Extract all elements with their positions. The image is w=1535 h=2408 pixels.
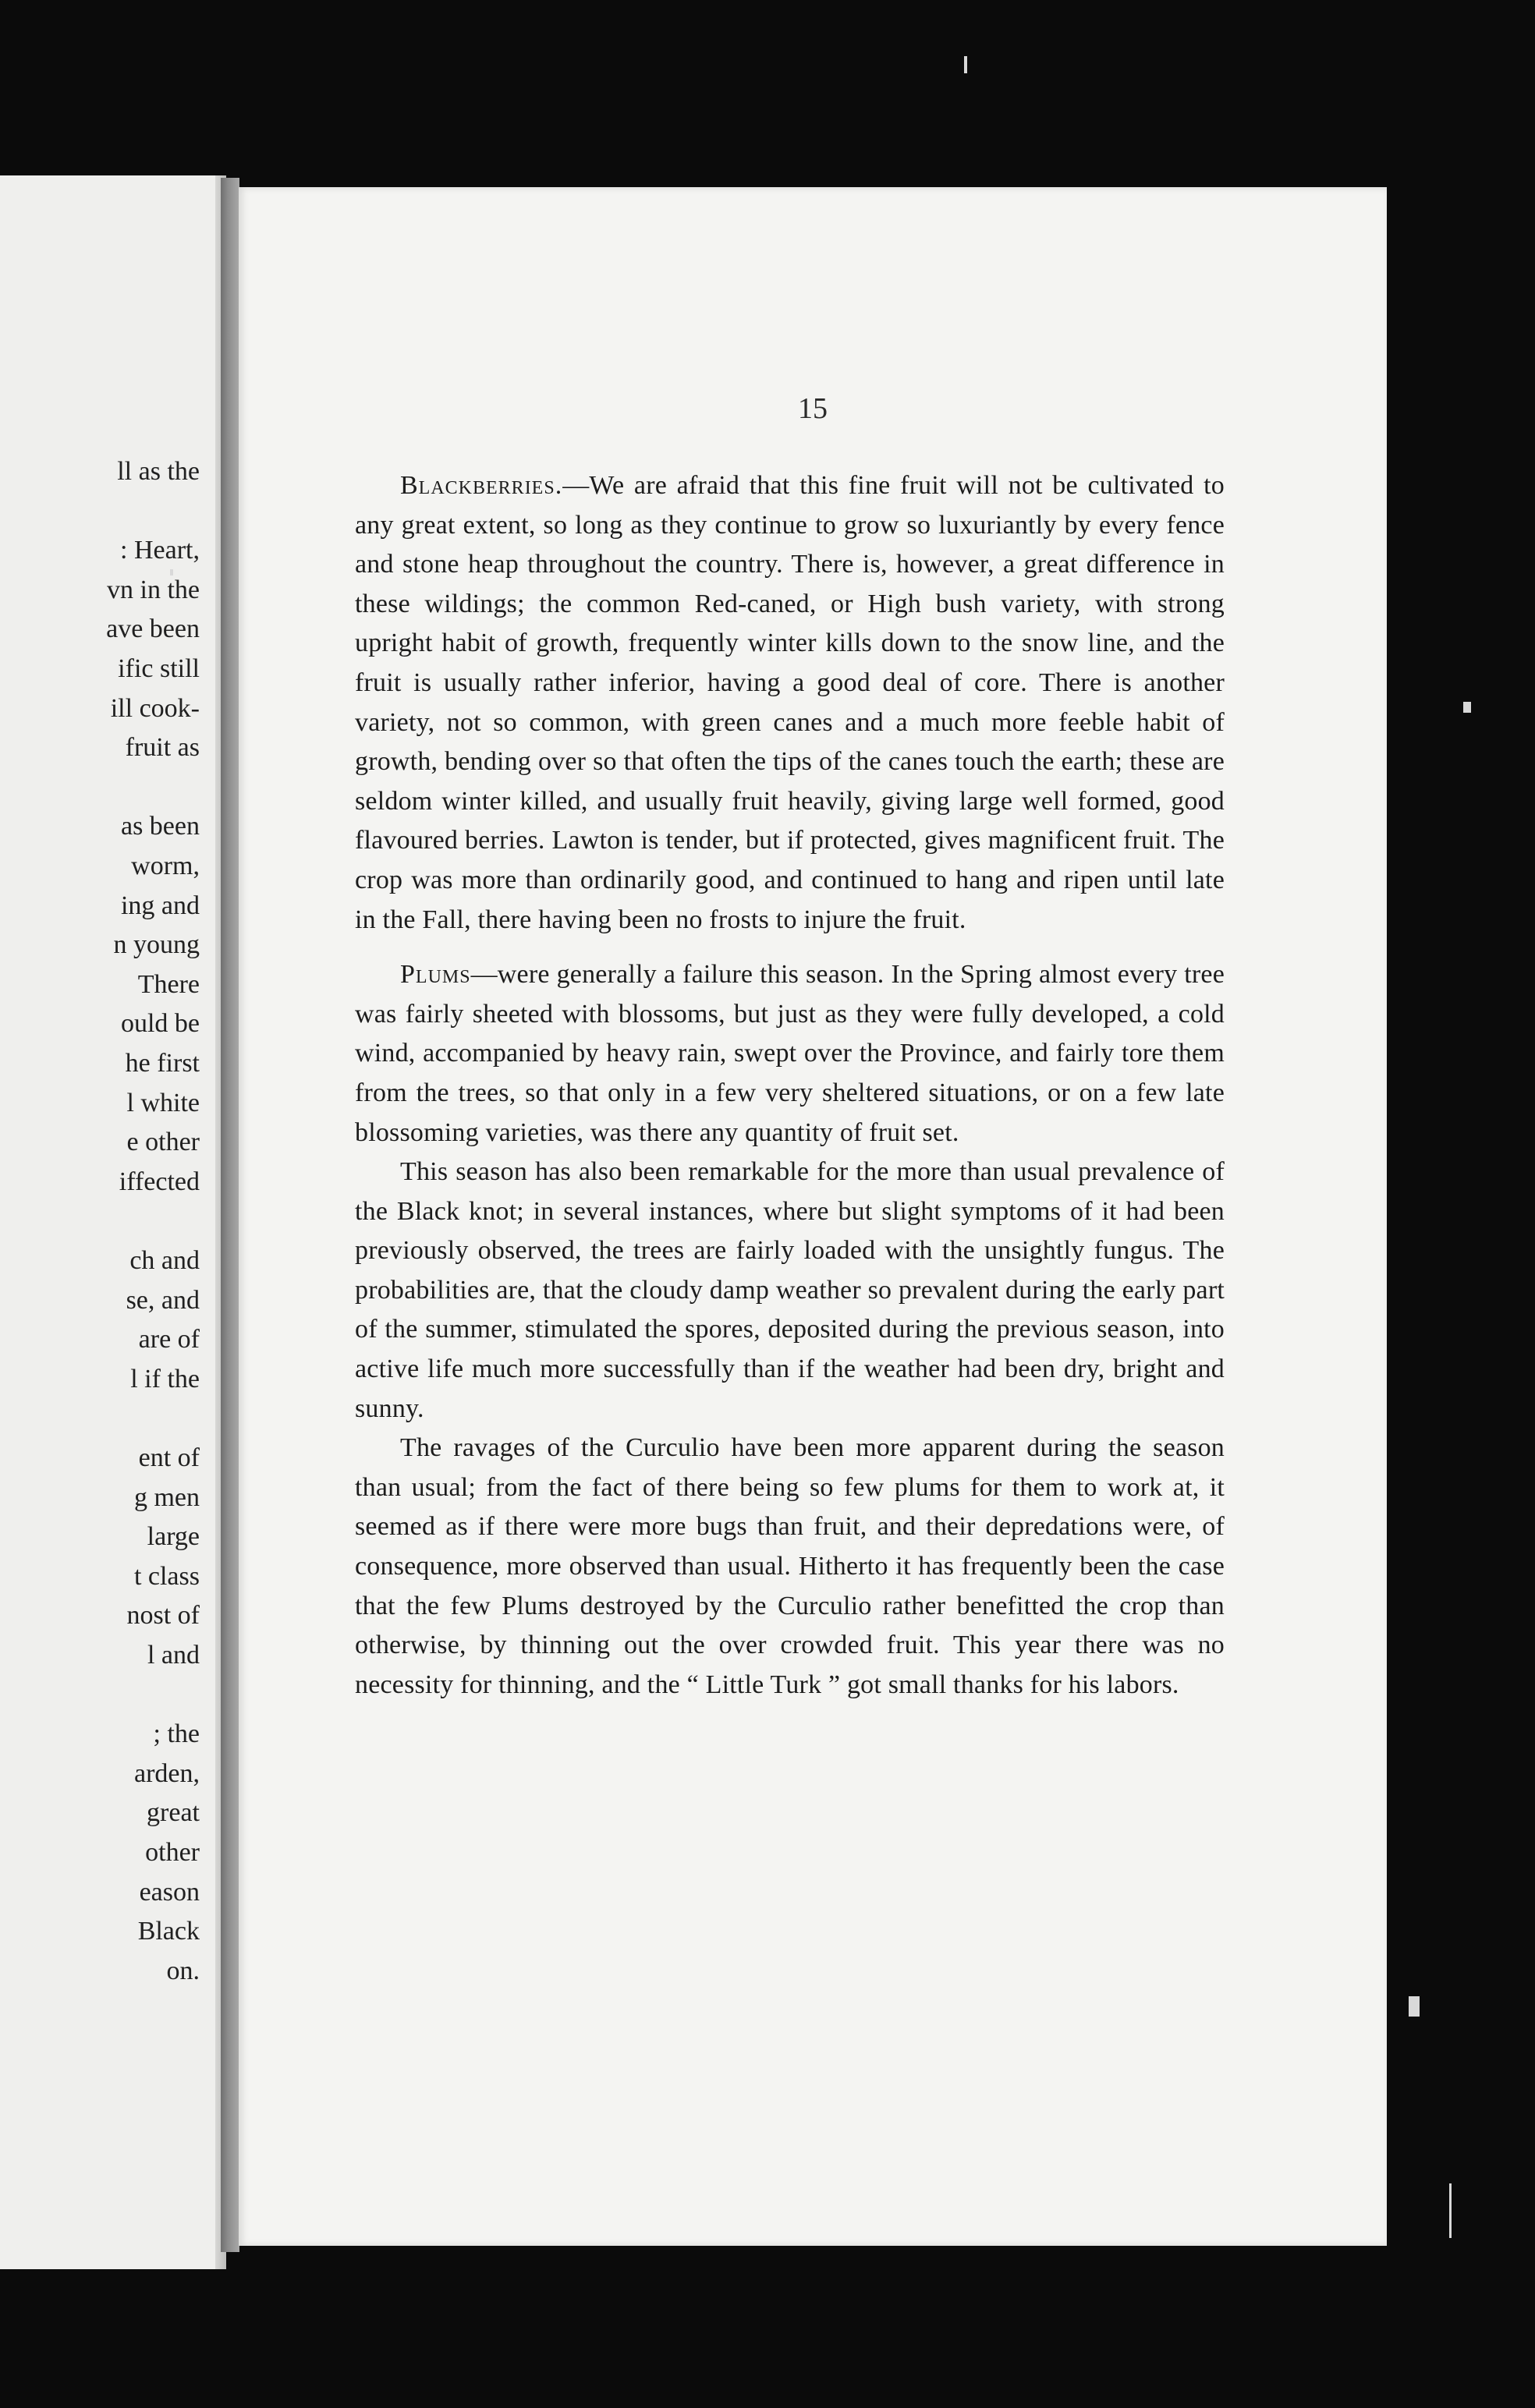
- previous-page-line: l if the: [130, 1364, 200, 1393]
- paragraph-text: The ravages of the Curculio have been more apparent during the season than usual; from the fact of there being so few plums for them to work at, it seemed as if there were more bugs than fruit, and their depredations were, of consequence, more observed than usual. Hitherto it has frequently been the case that the few Plums destroyed by the Curculio rather benefitted the crop than otherwise, by thinning out the over crowded fruit. This year there was no necessity for thinning, and the “ Little Turk ” got small thanks for his labors.: [355, 1433, 1225, 1699]
- previous-page-line: ill cook-: [110, 693, 200, 723]
- previous-page-line: large: [147, 1522, 200, 1552]
- scan-speck: [170, 569, 173, 575]
- previous-page-line: Black: [137, 1917, 200, 1946]
- paragraph-black-knot: [355, 1153, 1225, 1429]
- paragraph-text: This season has also been remarkable for the more than usual prevalence of the Black knot; in several instances, where but slight symptoms of it had been previously observed, the trees are fairly loaded with the unsightly fungus. The probabilities are, that the cloudy damp weather so prevalent during the early part of the summer, stimulated the spores, deposited during the previous season, into active life much more successfully than if the weather had been dry, bright and sunny.: [355, 1157, 1225, 1423]
- previous-page-line: vn in the: [107, 575, 200, 604]
- paragraph-lead: Plums: [400, 960, 471, 990]
- paragraph-text: —were generally a failure this season. In the Spring almost every tree was fairly sheeted with blossoms, but just as they were fully developed, a cold wind, accompanied by heavy rain, swept over the Province, and fairly tore them from the trees, so that only in a few very sheltered situations, or on a few late blossoming varieties, was there any quantity of fruit set.: [355, 960, 1225, 1147]
- previous-page-line: nost of: [126, 1601, 200, 1631]
- previous-page-fragment: [0, 175, 226, 2269]
- previous-page-line: eason: [139, 1877, 200, 1907]
- previous-page-line: arden,: [133, 1758, 200, 1788]
- previous-page-line: great: [147, 1798, 200, 1828]
- previous-page-line: ould be: [120, 1009, 200, 1039]
- scan-speck: [1409, 1996, 1420, 2017]
- previous-page-line: are of: [138, 1325, 200, 1354]
- previous-page-line: There: [137, 969, 200, 999]
- book-page: [239, 187, 1387, 2246]
- scan-speck: [1449, 2183, 1452, 2238]
- paragraph-curculio: [355, 1429, 1225, 1705]
- scan-speck: [1463, 702, 1471, 713]
- paragraph-text: —We are afraid that this fine fruit will not be cultivated to any great extent, so long as they continue to grow so luxuriantly by every fence and stone heap throughout the country. There is, however, a great difference in these wildings; the common Red-caned, or High bush variety, with strong upright habit of growth, frequently winter kills down to the snow line, and the fruit is usually rather inferior, having a good deal of core. There is another variety, not so common, with green canes and a much more feeble habit of growth, bending over so that often the tips of the canes touch the earth; these are seldom winter killed, and usually fruit heavily, giving large well formed, good flavoured berries. Lawton is tender, but if protected, gives magnificent fruit. The crop was more than ordinarily good, and continued to hang and ripen until late in the Fall, there having been no frosts to injure the fruit.: [355, 471, 1225, 934]
- previous-page-line: ific still: [118, 654, 200, 683]
- previous-page-line: on.: [166, 1956, 200, 1985]
- previous-page-line: iffected: [119, 1167, 200, 1196]
- previous-page-line: other: [145, 1838, 200, 1867]
- previous-page-line: ; the: [153, 1719, 200, 1749]
- paragraph-plums: [355, 955, 1225, 1153]
- book-binding: [221, 178, 239, 2252]
- previous-page-line: l white: [126, 1088, 200, 1117]
- previous-page-line: worm,: [131, 852, 200, 880]
- previous-page-line: g men: [133, 1482, 200, 1512]
- paragraph-lead: Blackberries.: [400, 471, 563, 500]
- previous-page-line: as been: [120, 812, 200, 841]
- scan-speck: [964, 56, 967, 73]
- previous-page-line: ent of: [138, 1443, 200, 1472]
- previous-page-line: n young: [113, 930, 200, 960]
- previous-page-line: fruit as: [125, 733, 200, 763]
- previous-page-line: : Heart,: [120, 536, 200, 565]
- paragraph-blackberries: [355, 466, 1225, 940]
- page-number: 15: [798, 392, 828, 425]
- previous-page-line: se, and: [126, 1285, 200, 1315]
- previous-page-line: he first: [125, 1049, 200, 1078]
- previous-page-line: t class: [133, 1561, 200, 1591]
- previous-page-line: ing and: [120, 891, 200, 920]
- previous-page-line: ll as the: [117, 457, 200, 486]
- page-body: [355, 466, 1225, 1705]
- previous-page-line: ch and: [129, 1246, 200, 1275]
- previous-page-line: ave been: [106, 614, 200, 644]
- previous-page-line: l and: [147, 1641, 200, 1670]
- previous-page-line: e other: [126, 1128, 200, 1157]
